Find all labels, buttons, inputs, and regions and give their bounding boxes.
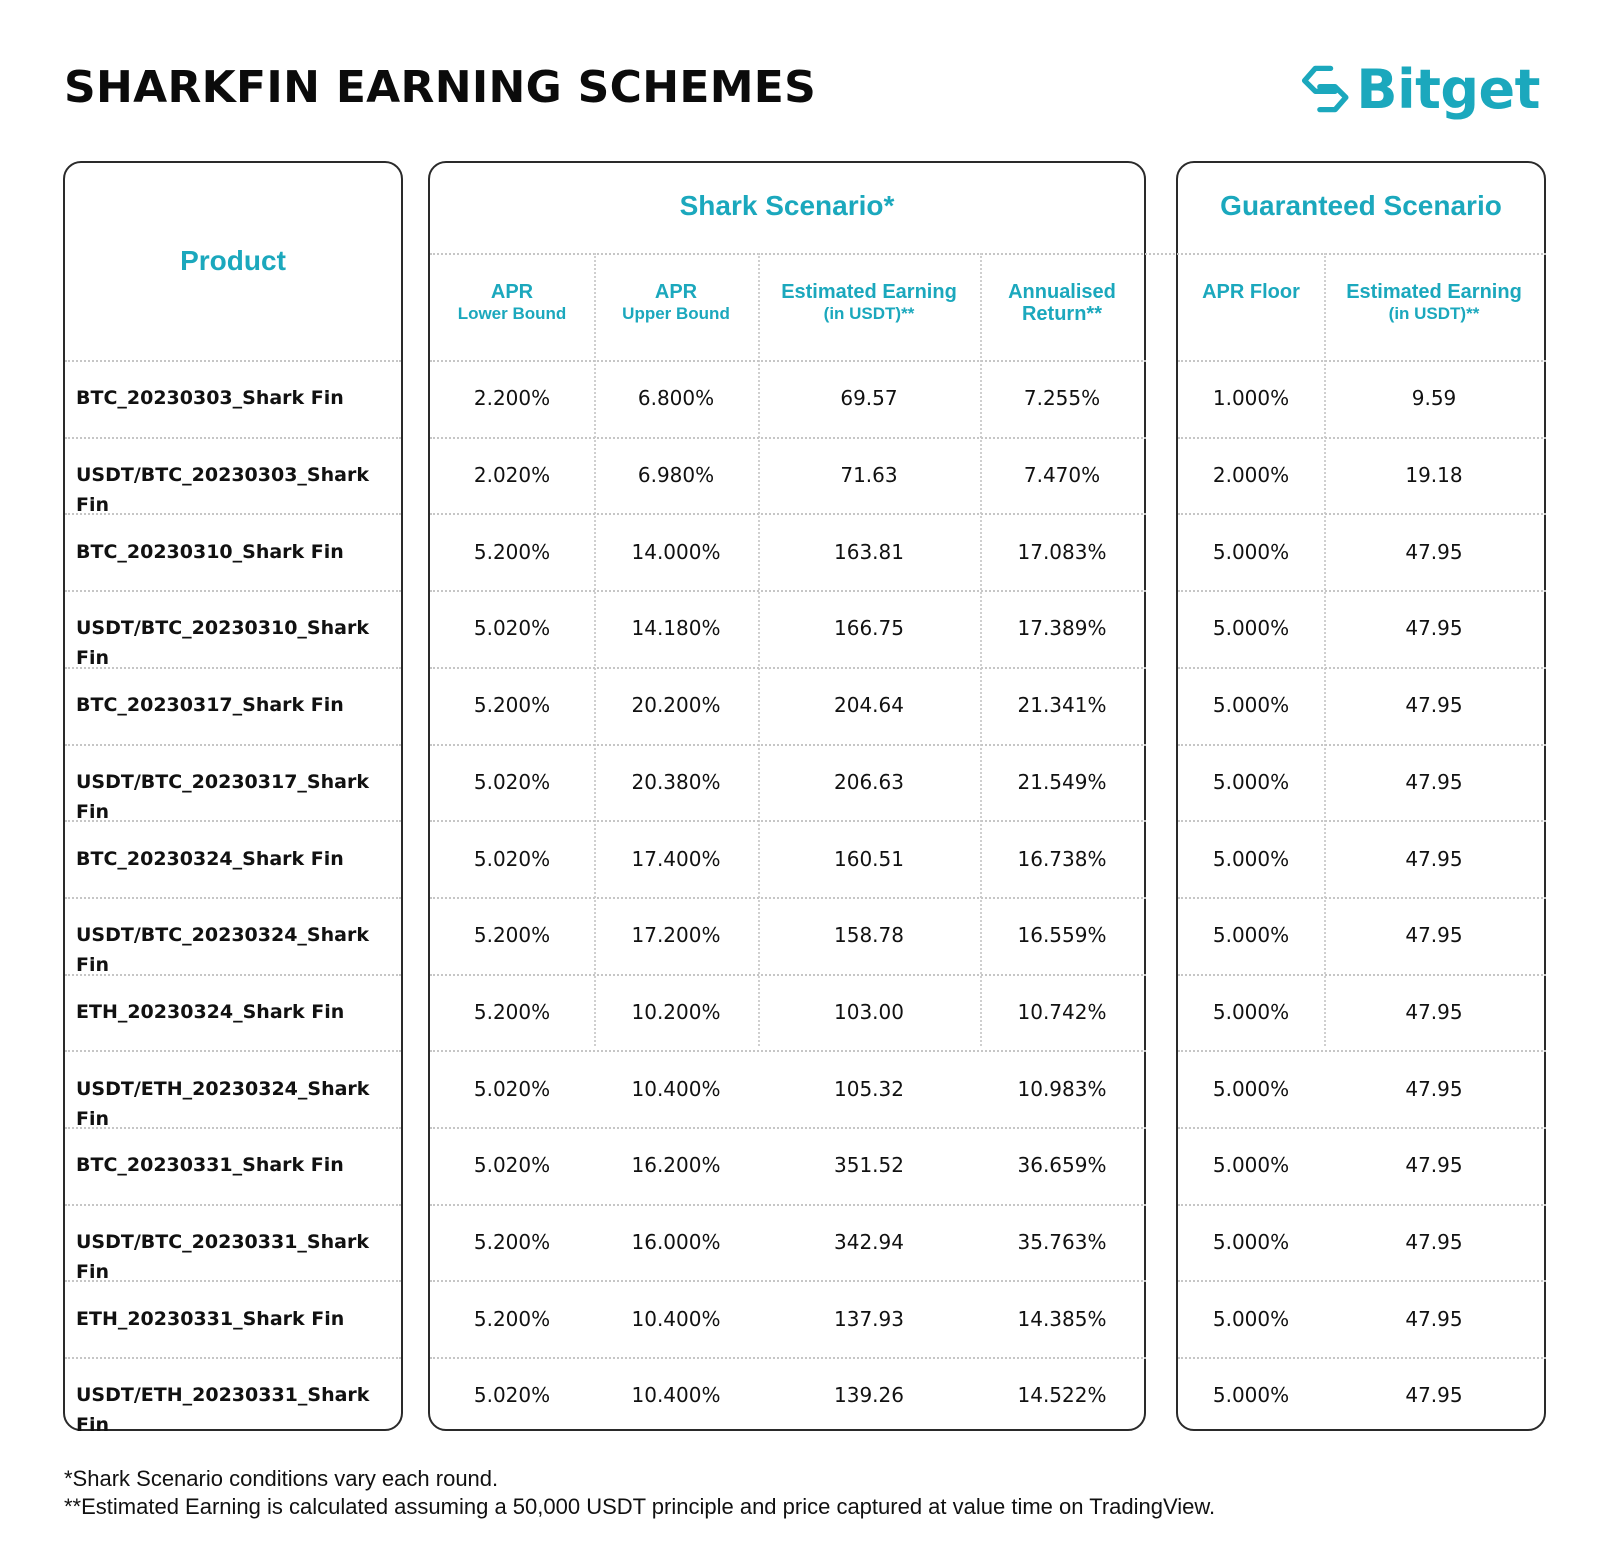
apr-floor-cell: 5.000% (1212, 1230, 1290, 1254)
row-divider (1178, 897, 1546, 899)
apr-lower-cell: 5.020% (473, 1383, 551, 1407)
estimated-earning-cell: 204.64 (834, 693, 904, 717)
row-divider (1178, 667, 1546, 669)
apr-floor-cell: 5.000% (1212, 923, 1290, 947)
row-divider (1178, 744, 1546, 746)
footnote-2: **Estimated Earning is calculated assuming a 50,000 USDT principle and price captured at value time on TradingView. (64, 1494, 1216, 1519)
row-divider (65, 590, 401, 592)
row-divider (65, 974, 401, 976)
annualised-return-header-line1: Annualised (1008, 281, 1116, 303)
row-divider (430, 360, 1146, 362)
apr-upper-cell: 20.380% (631, 770, 721, 794)
estimated-earning-cell: 342.94 (834, 1230, 904, 1254)
apr-floor-cell: 5.000% (1212, 1307, 1290, 1331)
product-cell: USDT/BTC_20230303_Shark Fin (76, 464, 369, 516)
apr-lower-header-line2: Lower Bound (457, 304, 567, 323)
guaranteed-earning-cell: 47.95 (1405, 770, 1463, 794)
annualised-return-cell: 7.255% (1023, 386, 1101, 410)
apr-lower-header (430, 281, 594, 325)
estimated-earning-cell: 160.51 (834, 847, 904, 871)
guaranteed-earning-cell: 9.59 (1411, 386, 1457, 410)
row-divider (430, 590, 1146, 592)
annualised-return-cell: 10.983% (1017, 1077, 1107, 1101)
row-divider (430, 974, 1146, 976)
estimated-earning-cell: 351.52 (834, 1153, 904, 1177)
estimated-earning-header (758, 281, 980, 325)
row-divider (65, 897, 401, 899)
annualised-return-cell: 14.522% (1017, 1383, 1107, 1407)
product-cell: BTC_20230303_Shark Fin (76, 387, 344, 409)
row-divider (65, 360, 401, 362)
product-cell: USDT/ETH_20230324_Shark Fin (76, 1078, 370, 1130)
row-divider (430, 897, 1146, 899)
annualised-return-cell: 21.341% (1017, 693, 1107, 717)
row-divider (65, 1280, 401, 1282)
apr-upper-cell: 10.400% (631, 1307, 721, 1331)
guaranteed-earning-cell: 19.18 (1405, 463, 1463, 487)
row-divider (1178, 974, 1546, 976)
apr-floor-cell: 5.000% (1212, 540, 1290, 564)
apr-lower-cell: 5.200% (473, 923, 551, 947)
row-divider (1178, 1204, 1546, 1206)
guaranteed-earning-cell: 47.95 (1405, 1307, 1463, 1331)
apr-floor-cell: 5.000% (1212, 616, 1290, 640)
product-cell: USDT/BTC_20230317_Shark Fin (76, 771, 369, 823)
apr-lower-cell: 5.200% (473, 540, 551, 564)
apr-upper-cell: 6.800% (637, 386, 715, 410)
product-cell: BTC_20230310_Shark Fin (76, 541, 344, 563)
guaranteed-earning-header-line2: (in USDT)** (1388, 304, 1480, 323)
row-divider (430, 1280, 1146, 1282)
estimated-earning-cell: 105.32 (834, 1077, 904, 1101)
row-divider (65, 820, 401, 822)
apr-lower-cell: 5.200% (473, 1230, 551, 1254)
row-divider (65, 1127, 401, 1129)
product-cell: ETH_20230324_Shark Fin (76, 1001, 345, 1023)
annualised-return-cell: 14.385% (1017, 1307, 1107, 1331)
guaranteed-scenario-title: Guaranteed Scenario (1220, 190, 1502, 221)
row-divider (1178, 437, 1546, 439)
annualised-return-cell: 17.389% (1017, 616, 1107, 640)
apr-floor-cell: 5.000% (1212, 1077, 1290, 1101)
apr-upper-cell: 20.200% (631, 693, 721, 717)
apr-lower-cell: 5.020% (473, 616, 551, 640)
row-divider (1178, 513, 1546, 515)
product-cell: USDT/BTC_20230310_Shark Fin (76, 617, 369, 669)
guaranteed-earning-cell: 47.95 (1405, 847, 1463, 871)
apr-upper-cell: 14.000% (631, 540, 721, 564)
product-cell: USDT/BTC_20230324_Shark Fin (76, 924, 369, 976)
apr-lower-cell: 5.200% (473, 1000, 551, 1024)
guaranteed-earning-cell: 47.95 (1405, 540, 1463, 564)
row-divider (65, 437, 401, 439)
estimated-earning-cell: 137.93 (834, 1307, 904, 1331)
row-divider (430, 513, 1146, 515)
estimated-earning-cell: 69.57 (840, 386, 898, 410)
annualised-return-header (980, 281, 1144, 325)
annualised-return-cell: 17.083% (1017, 540, 1107, 564)
row-divider (65, 1050, 401, 1052)
product-cell: USDT/ETH_20230331_Shark Fin (76, 1384, 370, 1436)
bitget-logo (1300, 56, 1540, 122)
guaranteed-earning-cell: 47.95 (1405, 1000, 1463, 1024)
apr-upper-cell: 6.980% (637, 463, 715, 487)
annualised-return-cell: 36.659% (1017, 1153, 1107, 1177)
estimated-earning-cell: 163.81 (834, 540, 904, 564)
estimated-earning-cell: 158.78 (834, 923, 904, 947)
row-divider (430, 1050, 1146, 1052)
apr-floor-cell: 5.000% (1212, 693, 1290, 717)
apr-lower-cell: 5.200% (473, 693, 551, 717)
apr-floor-cell: 5.000% (1212, 1000, 1290, 1024)
guaranteed-earning-cell: 47.95 (1405, 923, 1463, 947)
apr-upper-cell: 10.200% (631, 1000, 721, 1024)
apr-floor-header (1178, 281, 1324, 303)
row-divider (430, 437, 1146, 439)
apr-floor-cell: 5.000% (1212, 1383, 1290, 1407)
estimated-earning-header-line2: (in USDT)** (823, 304, 915, 323)
row-divider (430, 1357, 1146, 1359)
product-cell: USDT/BTC_20230331_Shark Fin (76, 1231, 369, 1283)
row-divider (430, 667, 1146, 669)
apr-upper-cell: 10.400% (631, 1077, 721, 1101)
guaranteed-earning-cell: 47.95 (1405, 693, 1463, 717)
apr-lower-cell: 2.020% (473, 463, 551, 487)
apr-upper-header-line2: Upper Bound (622, 304, 730, 323)
row-divider (1178, 1357, 1546, 1359)
apr-floor-cell: 2.000% (1212, 463, 1290, 487)
product-cell: BTC_20230324_Shark Fin (76, 848, 344, 870)
apr-floor-cell: 5.000% (1212, 770, 1290, 794)
guaranteed-earning-cell: 47.95 (1405, 1077, 1463, 1101)
row-divider (65, 513, 401, 515)
apr-lower-header-line1: APR (490, 281, 534, 303)
annualised-return-cell: 10.742% (1017, 1000, 1107, 1024)
estimated-earning-cell: 166.75 (834, 616, 904, 640)
row-divider (65, 1357, 401, 1359)
row-divider (1178, 820, 1546, 822)
logo-wordmark: Bitget (1356, 57, 1540, 121)
annualised-return-cell: 35.763% (1017, 1230, 1107, 1254)
apr-upper-header-line1: APR (654, 281, 698, 303)
annualised-return-cell: 16.559% (1017, 923, 1107, 947)
apr-lower-cell: 5.020% (473, 1153, 551, 1177)
guaranteed-earning-cell: 47.95 (1405, 1383, 1463, 1407)
product-cell: BTC_20230331_Shark Fin (76, 1154, 344, 1176)
annualised-return-cell: 16.738% (1017, 847, 1107, 871)
estimated-earning-cell: 103.00 (834, 1000, 904, 1024)
bitget-arrows-icon (1300, 56, 1350, 122)
annualised-return-cell: 21.549% (1017, 770, 1107, 794)
page-title: SHARKFIN EARNING SCHEMES (64, 62, 817, 113)
apr-upper-header (594, 281, 758, 325)
apr-floor-header-line1: APR Floor (1202, 281, 1300, 303)
footnote-1: *Shark Scenario conditions vary each round. (64, 1466, 499, 1491)
row-divider (430, 820, 1146, 822)
guaranteed-earning-cell: 47.95 (1405, 1230, 1463, 1254)
guaranteed-earning-cell: 47.95 (1405, 1153, 1463, 1177)
guaranteed-earning-header (1324, 281, 1544, 325)
apr-lower-cell: 5.020% (473, 847, 551, 871)
row-divider (1178, 360, 1546, 362)
row-divider (65, 744, 401, 746)
shark-scenario-title: Shark Scenario* (679, 190, 895, 221)
apr-lower-cell: 5.200% (473, 1307, 551, 1331)
estimated-earning-header-line1: Estimated Earning (781, 281, 957, 303)
apr-upper-cell: 17.200% (631, 923, 721, 947)
apr-floor-cell: 1.000% (1212, 386, 1290, 410)
product-cell: BTC_20230317_Shark Fin (76, 694, 344, 716)
apr-floor-cell: 5.000% (1212, 1153, 1290, 1177)
apr-lower-cell: 5.020% (473, 1077, 551, 1101)
row-divider (430, 1127, 1146, 1129)
product-cell: ETH_20230331_Shark Fin (76, 1308, 345, 1330)
apr-upper-cell: 10.400% (631, 1383, 721, 1407)
apr-upper-cell: 14.180% (631, 616, 721, 640)
apr-upper-cell: 16.000% (631, 1230, 721, 1254)
row-divider (1178, 1050, 1546, 1052)
apr-upper-cell: 17.400% (631, 847, 721, 871)
apr-floor-cell: 5.000% (1212, 847, 1290, 871)
guaranteed-earning-header-line1: Estimated Earning (1346, 281, 1522, 303)
apr-lower-cell: 5.020% (473, 770, 551, 794)
product-header: Product (180, 245, 286, 276)
row-divider (65, 667, 401, 669)
group-header-divider (430, 253, 1546, 255)
annualised-return-header-line2: Return** (1021, 303, 1102, 325)
apr-lower-cell: 2.200% (473, 386, 551, 410)
row-divider (65, 1204, 401, 1206)
estimated-earning-cell: 206.63 (834, 770, 904, 794)
annualised-return-cell: 7.470% (1023, 463, 1101, 487)
apr-upper-cell: 16.200% (631, 1153, 721, 1177)
estimated-earning-cell: 139.26 (834, 1383, 904, 1407)
row-divider (1178, 1280, 1546, 1282)
row-divider (1178, 1127, 1546, 1129)
estimated-earning-cell: 71.63 (840, 463, 898, 487)
row-divider (1178, 590, 1546, 592)
row-divider (430, 744, 1146, 746)
row-divider (430, 1204, 1146, 1206)
guaranteed-earning-cell: 47.95 (1405, 616, 1463, 640)
